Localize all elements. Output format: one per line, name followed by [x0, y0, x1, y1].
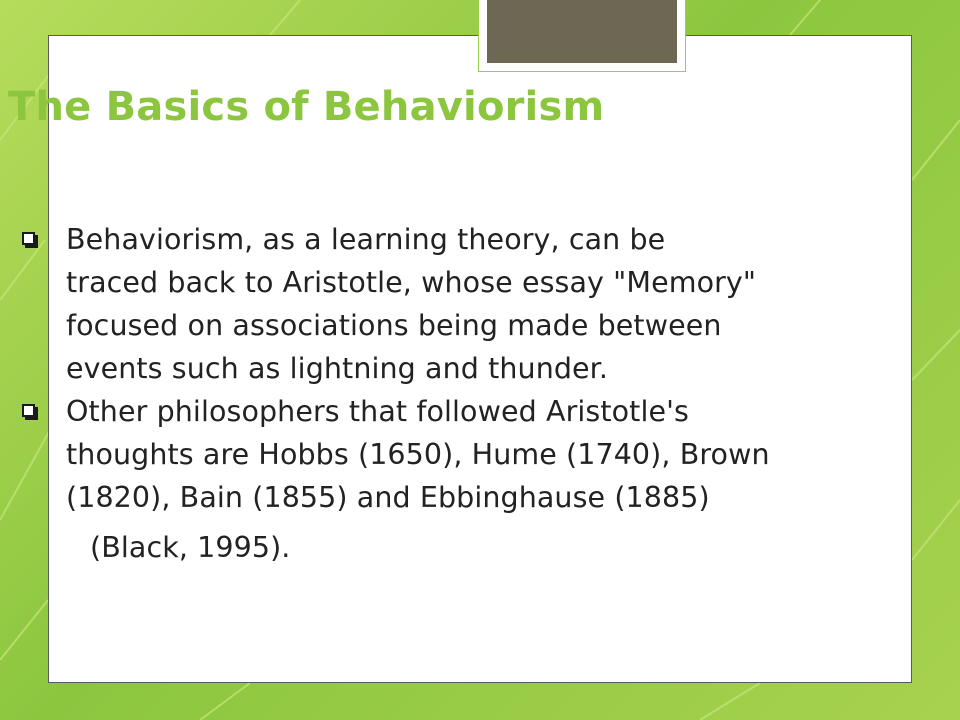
bullet-2-line-1: Other philosophers that followed Aristotle's [66, 395, 689, 428]
bullet-2-line-3: (1820), Bain (1855) and Ebbinghause (1885) [66, 481, 710, 514]
bullet-1-line-2: traced back to Aristotle, whose essay "Memory" [66, 266, 757, 299]
top-tab [487, 0, 677, 63]
bullet-2-line-4: (Black, 1995). [90, 531, 291, 564]
shadowed-square-bullet-icon [22, 404, 38, 420]
bullet-1-line-4: events such as lightning and thunder. [66, 352, 609, 385]
slide-title: The Basics of Behaviorism [8, 84, 605, 130]
bullet-1-line-1: Behaviorism, as a learning theory, can be [66, 223, 666, 256]
bullet-2-line-2: thoughts are Hobbs (1650), Hume (1740), Brown [66, 438, 770, 471]
shadowed-square-bullet-icon [22, 232, 38, 248]
bullet-1-line-3: focused on associations being made between [66, 309, 722, 342]
